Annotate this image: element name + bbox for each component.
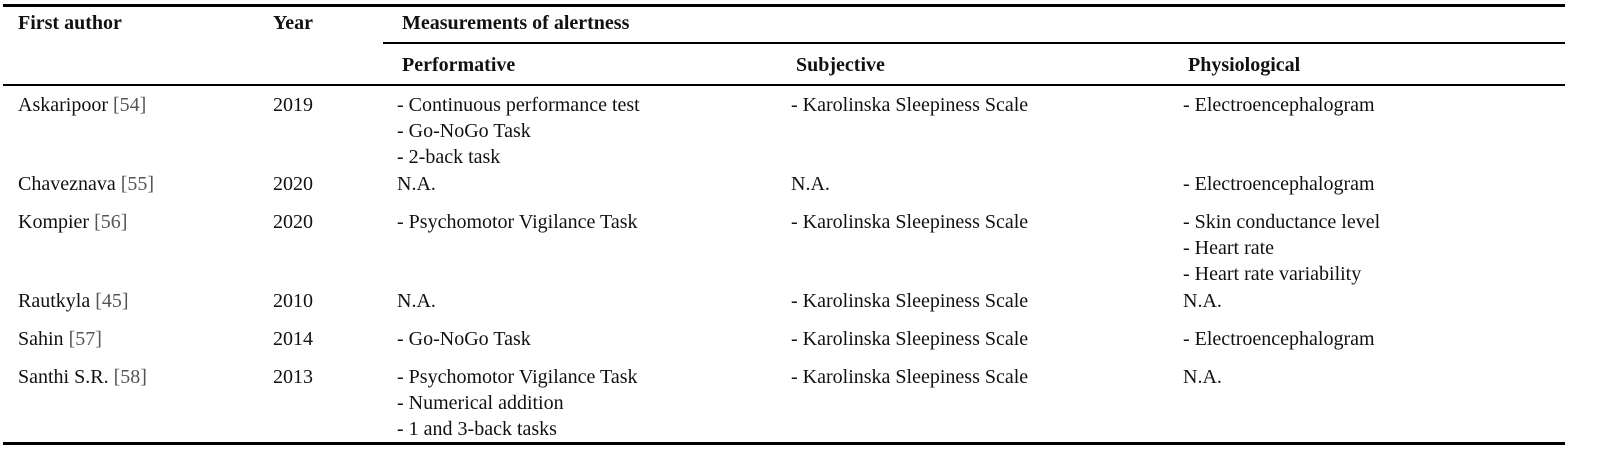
performative-item: - Continuous performance test <box>397 94 640 116</box>
author-cell <box>18 209 127 235</box>
author-name: Sahin <box>18 328 69 350</box>
physiological-cell <box>1183 364 1222 390</box>
author-name: Santhi S.R. <box>18 366 114 388</box>
physiological-item: - Skin conductance level <box>1183 211 1381 233</box>
subjective-cell <box>791 92 1028 118</box>
top-rule <box>3 4 1565 7</box>
performative-cell <box>397 288 436 314</box>
subjective-item: - Karolinska Sleepiness Scale <box>791 211 1029 233</box>
performative-item: - Go-NoGo Task <box>397 120 531 142</box>
performative-item: - Psychomotor Vigilance Task <box>397 211 638 233</box>
measurements-subrule <box>383 42 1565 44</box>
physiological-cell <box>1183 209 1380 287</box>
performative-item: N.A. <box>397 173 436 195</box>
author-cell <box>18 171 154 197</box>
physiological-item: - Heart rate <box>1183 237 1275 259</box>
citation-link[interactable]: [54] <box>112 94 147 116</box>
physiological-item: - Electroencephalogram <box>1183 94 1375 116</box>
subjective-item: - Karolinska Sleepiness Scale <box>791 94 1029 116</box>
performative-item: - 2-back task <box>397 146 501 168</box>
author-cell <box>18 326 102 352</box>
year-cell: 2013 <box>273 366 313 388</box>
author-name: Rautkyla <box>18 290 96 312</box>
subjective-item: - Karolinska Sleepiness Scale <box>791 366 1029 388</box>
performative-cell <box>397 171 436 197</box>
author-cell <box>18 92 146 118</box>
citation-link[interactable]: [55] <box>120 173 155 195</box>
performative-cell <box>397 364 638 442</box>
performative-cell <box>397 209 638 235</box>
year-cell: 2014 <box>273 328 313 350</box>
subjective-item: N.A. <box>791 173 830 195</box>
header-bottom-rule <box>3 84 1565 86</box>
year-cell: 2010 <box>273 290 313 312</box>
citation-link[interactable]: [56] <box>94 211 128 233</box>
physiological-cell <box>1183 92 1375 118</box>
physiological-item: N.A. <box>1183 290 1222 312</box>
citation-link[interactable]: [45] <box>95 290 129 312</box>
physiological-item: - Electroencephalogram <box>1183 328 1375 350</box>
author-name: Kompier <box>18 211 95 233</box>
subjective-cell <box>791 209 1028 235</box>
author-name: Chaveznava <box>18 173 121 195</box>
physiological-cell <box>1183 288 1222 314</box>
header-physiological: Physiological <box>1188 54 1301 76</box>
subjective-cell <box>791 364 1028 390</box>
physiological-item: - Electroencephalogram <box>1183 173 1375 195</box>
performative-cell <box>397 326 531 352</box>
citation-link[interactable]: [58] <box>113 366 147 388</box>
physiological-item: - Heart rate variability <box>1183 263 1362 285</box>
performative-item: - Go-NoGo Task <box>397 328 531 350</box>
performative-item: N.A. <box>397 290 436 312</box>
subjective-cell <box>791 288 1028 314</box>
citation-link[interactable]: [57] <box>68 328 102 350</box>
year-cell: 2020 <box>273 173 313 195</box>
subjective-item: - Karolinska Sleepiness Scale <box>791 328 1029 350</box>
performative-item: - Numerical addition <box>397 392 564 414</box>
performative-item: - Psychomotor Vigilance Task <box>397 366 638 388</box>
performative-item: - 1 and 3-back tasks <box>397 418 557 440</box>
author-cell <box>18 288 129 314</box>
physiological-cell <box>1183 171 1375 197</box>
author-name: Askaripoor <box>18 94 113 116</box>
physiological-item: N.A. <box>1183 366 1222 388</box>
header-year: Year <box>273 12 313 34</box>
header-performative: Performative <box>402 54 516 76</box>
header-subjective: Subjective <box>796 54 885 76</box>
physiological-cell <box>1183 326 1375 352</box>
bottom-rule <box>3 442 1565 445</box>
subjective-cell <box>791 326 1028 352</box>
subjective-item: - Karolinska Sleepiness Scale <box>791 290 1029 312</box>
header-measurements: Measurements of alertness <box>402 12 630 34</box>
year-cell: 2019 <box>273 94 313 116</box>
performative-cell <box>397 92 640 170</box>
header-first-author: First author <box>18 12 122 34</box>
year-cell: 2020 <box>273 211 313 233</box>
subjective-cell <box>791 171 830 197</box>
author-cell <box>18 364 147 390</box>
